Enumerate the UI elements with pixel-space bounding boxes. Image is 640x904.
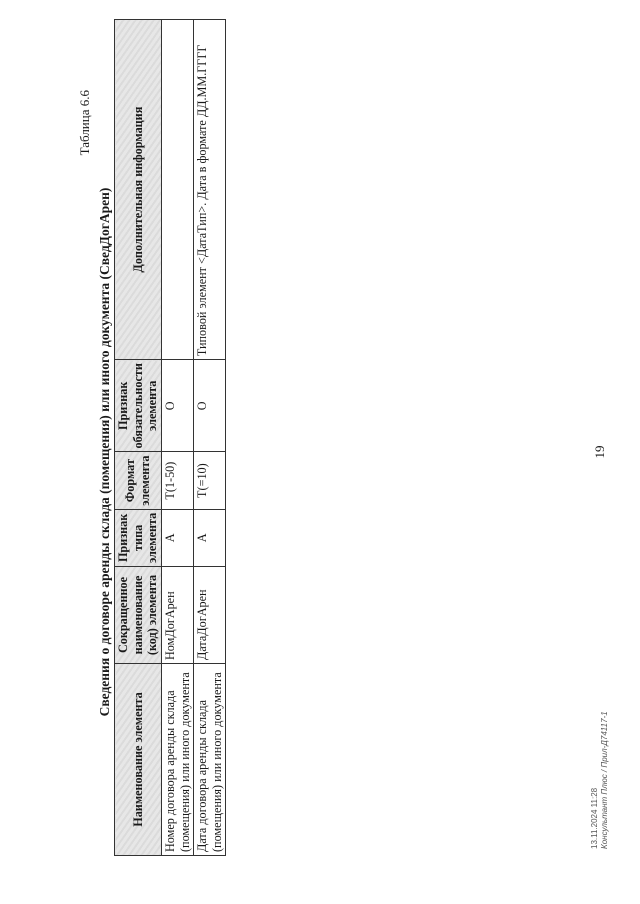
cell-type: А [161, 509, 193, 566]
col-header-info: Дополнительная информация [115, 20, 162, 360]
cell-info [161, 20, 193, 360]
page-number: 19 [592, 445, 607, 459]
cell-format: T(1-50) [161, 452, 193, 509]
cell-type: А [194, 509, 226, 566]
col-header-type: Признак типа элемента [115, 509, 162, 566]
cell-name: Дата договора аренды склада (помещения) или иного документа [194, 664, 226, 856]
print-stamp [590, 711, 609, 849]
spec-table [114, 19, 226, 856]
table-label: Таблица 6.6 [77, 90, 92, 156]
table-header-row [115, 20, 162, 856]
stamp-datetime: 13.11.2024 11:28 [590, 787, 599, 849]
cell-name: Номер договора аренды склада (помещения) или иного документа [161, 664, 193, 856]
col-header-name: Наименование элемента [115, 664, 162, 856]
cell-required: О [161, 360, 193, 452]
table-caption: Сведения о договоре аренды склада (помещения) или иного документа (СведДогАрен) [97, 187, 112, 717]
cell-info: Типовой элемент <ДатаТип>. Дата в формате ДД.ММ.ГГГГ [194, 20, 226, 360]
stamp-source: Консультант Плюс / Прил-Д74117-1 [599, 711, 609, 849]
col-header-format: Формат элемента [115, 452, 162, 509]
cell-code: НомДогАрен [161, 567, 193, 664]
cell-required: О [194, 360, 226, 452]
col-header-code: Сокращенное наименование (код) элемента [115, 567, 162, 664]
col-header-required: Признак обязательности элемента [115, 360, 162, 452]
table-row [194, 20, 226, 856]
table-row [161, 20, 193, 856]
cell-format: T(=10) [194, 452, 226, 509]
cell-code: ДатаДогАрен [194, 567, 226, 664]
